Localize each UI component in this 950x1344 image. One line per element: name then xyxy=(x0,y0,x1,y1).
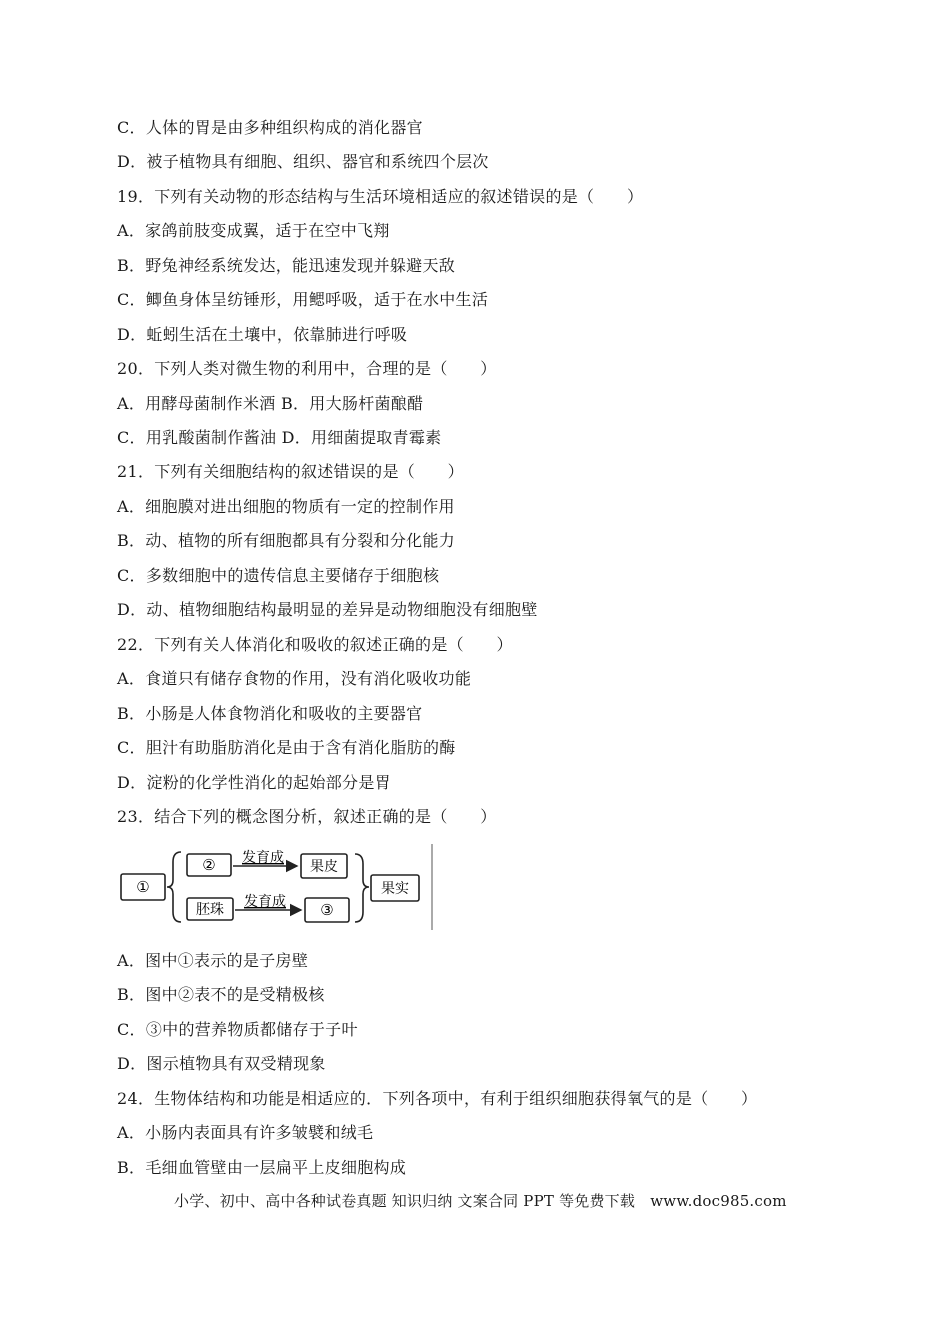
option-19b: B．野兔神经系统发达，能迅速发现并躲避天敌 xyxy=(117,256,456,275)
option-22c: C．胆汁有助脂肪消化是由于含有消化脂肪的酶 xyxy=(117,738,456,757)
option-21a: A．细胞膜对进出细胞的物质有一定的控制作用 xyxy=(117,497,455,516)
question-24: 24．生物体结构和功能是相适应的．下列各项中，有利于组织细胞获得氧气的是（ ） xyxy=(117,1089,758,1108)
option-23c: C．③中的营养物质都储存于子叶 xyxy=(117,1020,358,1039)
question-20: 20．下列人类对微生物的利用中，合理的是（ ） xyxy=(117,359,497,378)
question-22: 22．下列有关人体消化和吸收的叙述正确的是（ ） xyxy=(117,635,513,654)
question-23: 23．结合下列的概念图分析，叙述正确的是（ ） xyxy=(117,807,497,826)
question-19: 19．下列有关动物的形态结构与生活环境相适应的叙述错误的是（ ） xyxy=(117,187,644,206)
left-brace xyxy=(167,852,181,922)
right-brace xyxy=(355,854,369,922)
option-18d: D．被子植物具有细胞、组织、器官和系统四个层次 xyxy=(117,152,489,171)
node-2-label: ② xyxy=(202,856,216,874)
option-18c: C．人体的胃是由多种组织构成的消化器官 xyxy=(117,118,423,137)
option-22d: D．淀粉的化学性消化的起始部分是胃 xyxy=(117,773,391,792)
arrow-label-top: 发育成 xyxy=(242,850,284,866)
option-19c: C．鲫鱼身体呈纺锤形，用鳃呼吸，适于在水中生活 xyxy=(117,290,489,309)
node-embryo-bead-label: 胚珠 xyxy=(196,902,224,918)
option-21b: B．动、植物的所有细胞都具有分裂和分化能力 xyxy=(117,531,456,550)
option-24a: A．小肠内表面具有许多皱襞和绒毛 xyxy=(117,1123,374,1142)
node-1-label: ① xyxy=(136,878,150,896)
option-19d: D．蚯蚓生活在土壤中，依靠肺进行呼吸 xyxy=(117,325,408,344)
node-fruit-label: 果实 xyxy=(381,881,409,897)
option-23b: B．图中②表不的是受精极核 xyxy=(117,985,325,1004)
option-23a: A．图中①表示的是子房壁 xyxy=(117,951,309,970)
question-21: 21．下列有关细胞结构的叙述错误的是（ ） xyxy=(117,462,464,481)
node-3-label: ③ xyxy=(320,901,334,919)
option-20ab: A．用酵母菌制作米酒 B．用大肠杆菌酿醋 xyxy=(117,394,424,413)
option-21c: C．多数细胞中的遗传信息主要储存于细胞核 xyxy=(117,566,440,585)
arrow-label-bottom: 发育成 xyxy=(244,894,286,910)
option-19a: A．家鸽前肢变成翼，适于在空中飞翔 xyxy=(117,221,390,240)
option-23d: D．图示植物具有双受精现象 xyxy=(117,1054,326,1073)
concept-diagram xyxy=(115,842,440,932)
option-22b: B．小肠是人体食物消化和吸收的主要器官 xyxy=(117,704,423,723)
footer-banner: 小学、初中、高中各种试卷真题 知识归纳 文案合同 PPT 等免费下载 www.doc985.com xyxy=(174,1192,787,1210)
option-20cd: C．用乳酸菌制作酱油 D．用细菌提取青霉素 xyxy=(117,428,442,447)
concept-diagram-svg xyxy=(115,842,440,932)
node-pericarp-label: 果皮 xyxy=(310,859,338,875)
option-21d: D．动、植物细胞结构最明显的差异是动物细胞没有细胞壁 xyxy=(117,600,538,619)
option-22a: A．食道只有储存食物的作用，没有消化吸收功能 xyxy=(117,669,472,688)
option-24b: B．毛细血管壁由一层扁平上皮细胞构成 xyxy=(117,1158,407,1177)
